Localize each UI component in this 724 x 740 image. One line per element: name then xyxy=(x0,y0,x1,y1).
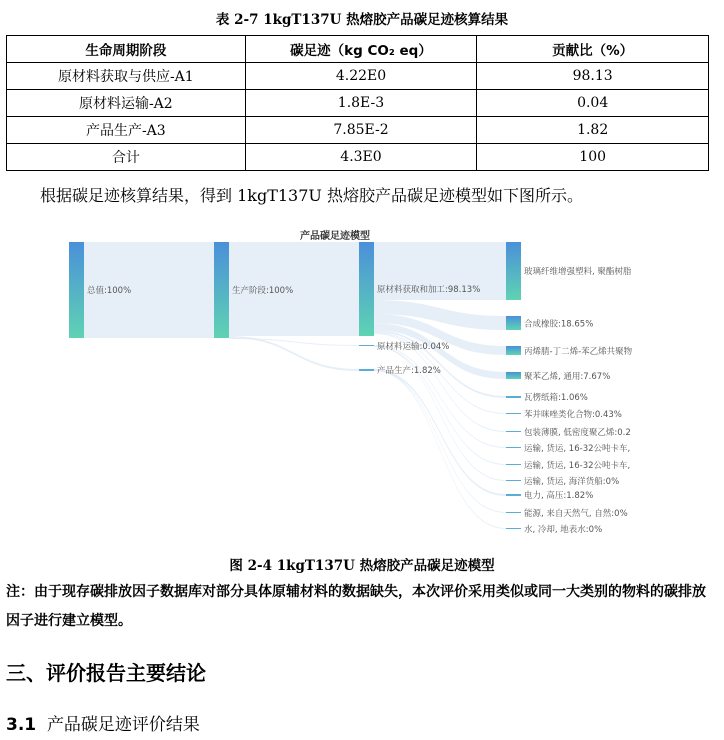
section-heading: 三、评价报告主要结论 xyxy=(6,661,206,685)
subsection-heading xyxy=(6,710,200,735)
sankey-node-label: 玻璃纤维增强塑料, 聚酯树脂 xyxy=(524,267,632,277)
sankey-node xyxy=(506,512,521,513)
sankey-node xyxy=(506,447,521,448)
sankey-node-label: 原材料运输:0.04% xyxy=(377,342,450,352)
subsection-number: 3.1 xyxy=(6,715,37,735)
carbon-footprint-table xyxy=(6,35,709,171)
sankey-node xyxy=(69,242,84,338)
table-cell: 4.3E0 xyxy=(245,144,477,171)
sankey-node xyxy=(506,346,521,355)
sankey-node xyxy=(506,396,521,398)
sankey-node-label: 运输, 货运, 16-32公吨卡车, xyxy=(524,461,631,471)
sankey-node-label: 合成橡胶:18.65% xyxy=(524,319,594,330)
table-cell: 产品生产-A3 xyxy=(7,117,246,144)
sankey-node-label: 能源, 来自天然气, 自然:0% xyxy=(524,509,628,519)
sankey-link xyxy=(229,336,359,371)
sankey-node-label: 电力, 高压:1.82% xyxy=(524,491,594,501)
table-caption: 表 2-7 1kgT137U 热熔胶产品碳足迹核算结果 xyxy=(215,12,509,28)
sankey-node-label: 产品生产:1.82% xyxy=(377,366,441,376)
table-cell: 7.85E-2 xyxy=(245,117,477,144)
sankey-node-label: 运输, 货运, 16-32公吨卡车, xyxy=(524,444,631,454)
sankey-link xyxy=(374,369,506,496)
column-header: 碳足迹（kg CO₂ eq） xyxy=(245,36,477,63)
sankey-node xyxy=(506,464,521,465)
sankey-link xyxy=(374,330,506,398)
sankey-node-label: 运输, 货运, 海洋货船:0% xyxy=(524,477,620,487)
sankey-node-label: 包装薄膜, 低密度聚乙烯:0.2 xyxy=(524,428,631,438)
sankey-node-label: 原材料获取和加工:98.13% xyxy=(377,285,481,295)
sankey-chart xyxy=(65,226,665,544)
sankey-node xyxy=(506,413,521,414)
table-cell: 98.13 xyxy=(477,63,709,90)
sankey-link xyxy=(229,338,359,346)
sankey-node xyxy=(506,431,521,432)
sankey-node-label: 聚苯乙烯, 通用:7.67% xyxy=(524,372,611,382)
table-cell: 原材料获取与供应-A1 xyxy=(7,63,246,90)
sankey-node-label: 总值:100% xyxy=(87,286,132,296)
table-row xyxy=(7,63,709,90)
table-header-row xyxy=(7,36,709,63)
sankey-node xyxy=(214,242,229,338)
sankey-node xyxy=(506,528,521,529)
table-cell: 100 xyxy=(477,144,709,171)
sankey-node xyxy=(506,494,521,496)
sankey-node-label: 瓦楞纸箱:1.06% xyxy=(524,393,588,403)
sankey-node-label: 丙烯腈-丁二烯-苯乙烯共聚物 xyxy=(524,347,633,357)
sankey-node xyxy=(506,480,521,481)
table-row xyxy=(7,144,709,171)
table-cell: 1.8E-3 xyxy=(245,90,477,117)
subsection-title: 产品碳足迹评价结果 xyxy=(46,715,200,735)
figure-caption: 图 2-4 1kgT137U 热熔胶产品碳足迹模型 xyxy=(229,558,495,574)
sankey-node-label: 苯并咪唑类化合物:0.43% xyxy=(524,410,622,420)
column-header: 贡献比（%） xyxy=(477,36,709,63)
note-text: 注：由于现存碳排放因子数据库对部分具体原辅材料的数据缺失，本次评价采用类似或同一大类别的物料的碳排放因子进行建立模型。 xyxy=(6,584,706,629)
sankey-node xyxy=(359,369,374,371)
chart-title: 产品碳足迹模型 xyxy=(300,231,370,242)
sankey-node-label: 生产阶段:100% xyxy=(232,286,294,296)
body-paragraph: 根据碳足迹核算结果，得到 1kgT137U 热熔胶产品碳足迹模型如下图所示。 xyxy=(40,186,583,205)
sankey-node-label: 水, 冷却, 地表水:0% xyxy=(524,525,603,535)
sankey-node xyxy=(359,242,374,336)
table-cell: 0.04 xyxy=(477,90,709,117)
table-cell: 1.82 xyxy=(477,117,709,144)
table-cell: 4.22E0 xyxy=(245,63,477,90)
table-row xyxy=(7,117,709,144)
table-row xyxy=(7,90,709,117)
sankey-node xyxy=(506,372,521,379)
sankey-node xyxy=(506,242,521,300)
table-cell: 合计 xyxy=(7,144,246,171)
column-header: 生命周期阶段 xyxy=(7,36,246,63)
sankey-node xyxy=(506,316,521,330)
sankey-node xyxy=(359,345,374,346)
table-cell: 原材料运输-A2 xyxy=(7,90,246,117)
